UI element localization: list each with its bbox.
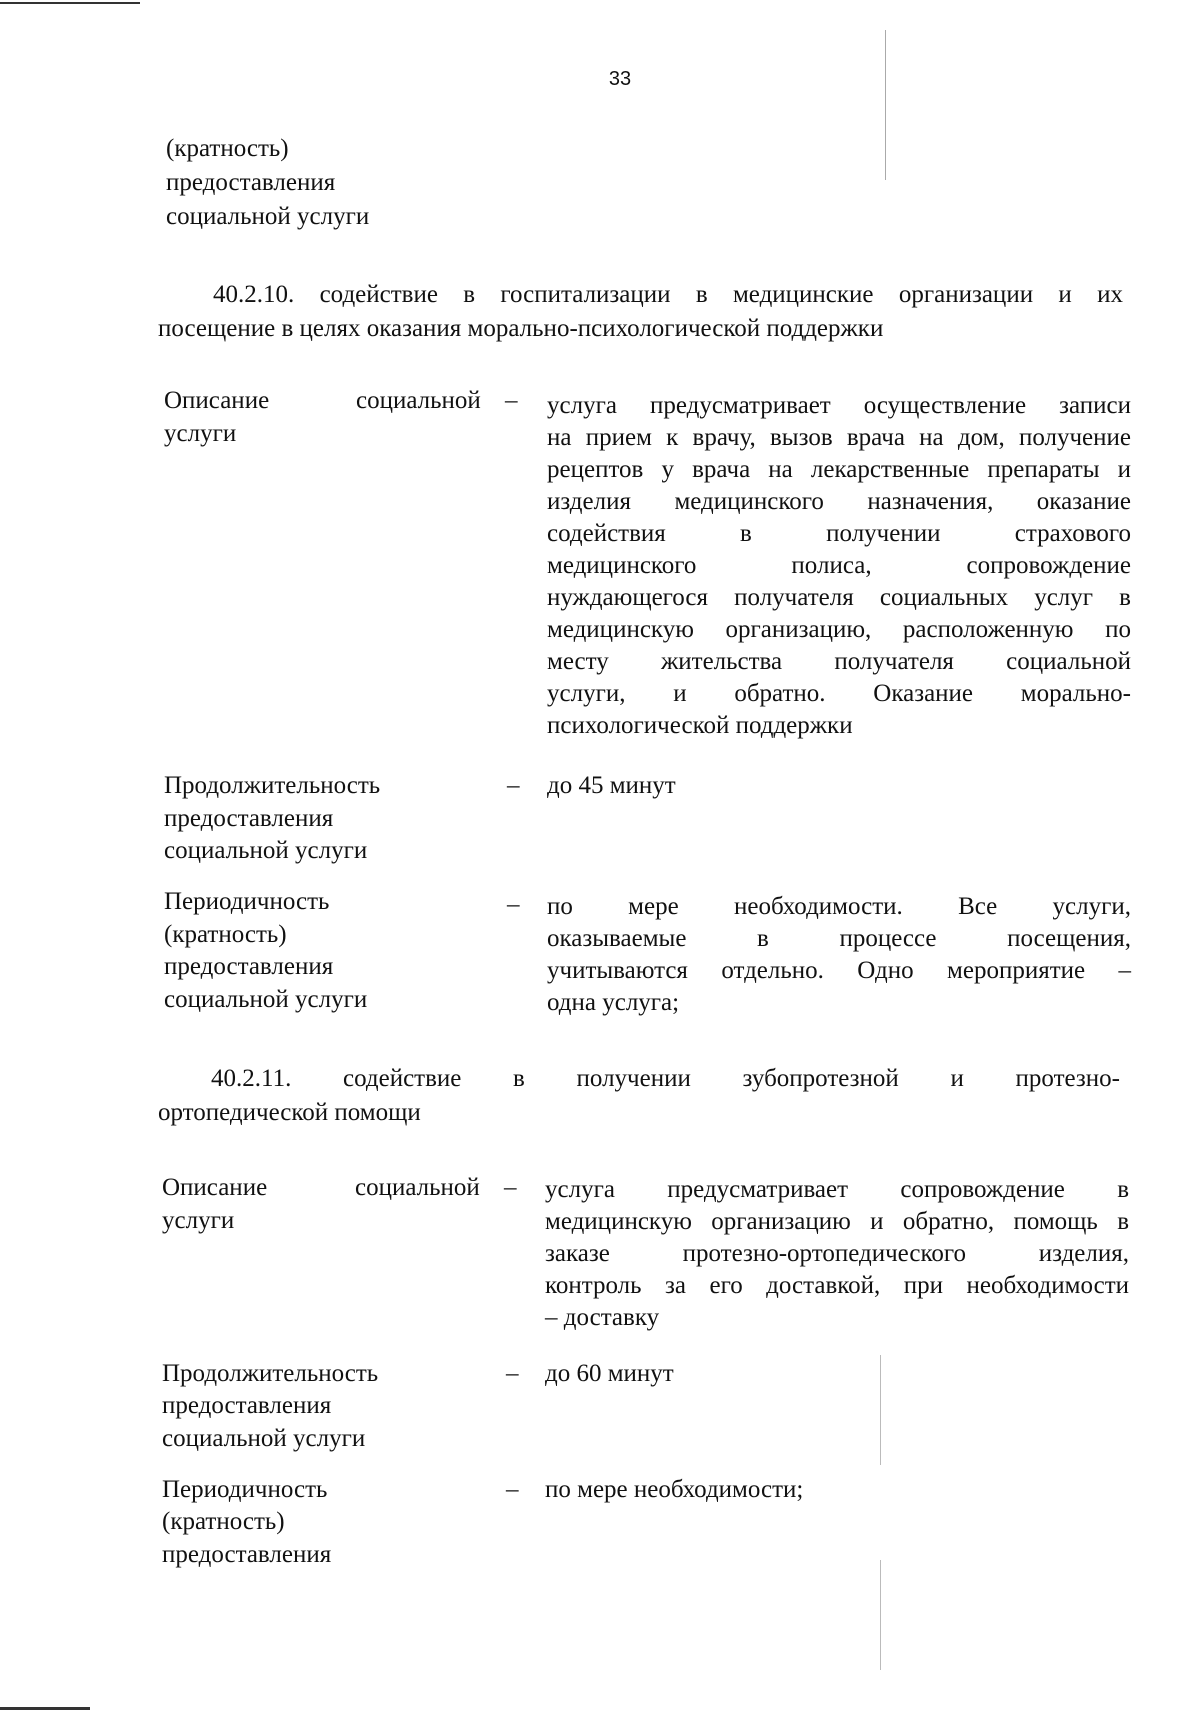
section-heading: посещение в целях оказания морально-психологической поддержки (158, 315, 884, 342)
description-text (547, 390, 1131, 742)
duration-label: Продолжительность (162, 1360, 379, 1387)
description-label: Описание (164, 387, 270, 414)
periodicity-label: (кратность) (164, 921, 287, 948)
duration-value: до 60 минут (545, 1360, 674, 1387)
description-text (545, 1174, 1129, 1334)
top-fragment-line: социальной услуги (166, 203, 370, 230)
section-heading: 40.2.11. содействие в получении зубопротезной и протезно- (211, 1065, 1120, 1092)
description-line: услуги, и обратно. Оказание морально- (547, 680, 1131, 707)
section-heading: ортопедической помощи (158, 1099, 421, 1126)
duration-label: социальной услуги (164, 837, 368, 864)
dash: – (504, 1174, 517, 1201)
page-number: 33 (608, 68, 632, 90)
section-heading: 40.2.10. содействие в госпитализации в медицинские организации и их (213, 281, 1123, 308)
duration-label: предоставления (164, 805, 334, 832)
description-line: заказе протезно-ортопедического изделия, (545, 1240, 1129, 1267)
description-line: на прием к врачу, вызов врача на дом, получение (547, 424, 1131, 451)
periodicity-line: одна услуга; (547, 989, 680, 1016)
top-fragment-line: предоставления (166, 169, 336, 196)
dash: – (507, 891, 520, 918)
duration-label: предоставления (162, 1392, 332, 1419)
description-line: нуждающегося получателя социальных услуг в (547, 584, 1131, 611)
periodicity-line: учитываются отдельно. Одно мероприятие – (547, 957, 1131, 984)
description-line: услуга предусматривает сопровождение в (545, 1176, 1129, 1203)
duration-label: Продолжительность (164, 772, 381, 799)
description-label: услуги (164, 420, 237, 447)
periodicity-label: Периодичность (164, 888, 330, 915)
periodicity-label: социальной услуги (164, 986, 368, 1013)
periodicity-label: предоставления (164, 953, 334, 980)
scan-mark-bottom-left (0, 1707, 90, 1710)
top-fragment-line: (кратность) (166, 135, 289, 162)
description-line: контроль за его доставкой, при необходимости (545, 1272, 1129, 1299)
scan-mark-top-left (0, 2, 140, 4)
periodicity-line: по мере необходимости. Все услуги, (547, 893, 1131, 920)
description-line: медицинского полиса, сопровождение (547, 552, 1131, 579)
description-label: услуги (162, 1207, 235, 1234)
dash: – (507, 772, 520, 799)
dash: – (506, 1360, 519, 1387)
periodicity-line: оказываемые в процессе посещения, (547, 925, 1131, 952)
description-line: содействия в получении страхового (547, 520, 1131, 547)
description-line: рецептов у врача на лекарственные препараты и (547, 456, 1131, 483)
duration-value: до 45 минут (547, 772, 676, 799)
periodicity-label: (кратность) (162, 1508, 285, 1535)
periodicity-text (547, 891, 1131, 1019)
scan-mark-right (885, 30, 886, 180)
periodicity-label: Периодичность (162, 1476, 328, 1503)
scan-mark-right (880, 1560, 881, 1670)
description-line: месту жительства получателя социальной (547, 648, 1131, 675)
periodicity-value: по мере необходимости; (545, 1476, 804, 1503)
dash: – (505, 387, 518, 414)
description-label: социальной (355, 1174, 480, 1201)
periodicity-label: предоставления (162, 1541, 332, 1568)
description-line: изделия медицинского назначения, оказание (547, 488, 1131, 515)
duration-label: социальной услуги (162, 1425, 366, 1452)
description-line: психологической поддержки (547, 712, 853, 739)
scan-mark-right (880, 1355, 881, 1465)
description-label: социальной (356, 387, 481, 414)
description-line: медицинскую организацию, расположенную по (547, 616, 1131, 643)
dash: – (506, 1476, 519, 1503)
description-line: – доставку (545, 1304, 660, 1331)
description-label: Описание (162, 1174, 268, 1201)
description-line: медицинскую организацию и обратно, помощь в (545, 1208, 1129, 1235)
description-line: услуга предусматривает осуществление записи (547, 392, 1131, 419)
